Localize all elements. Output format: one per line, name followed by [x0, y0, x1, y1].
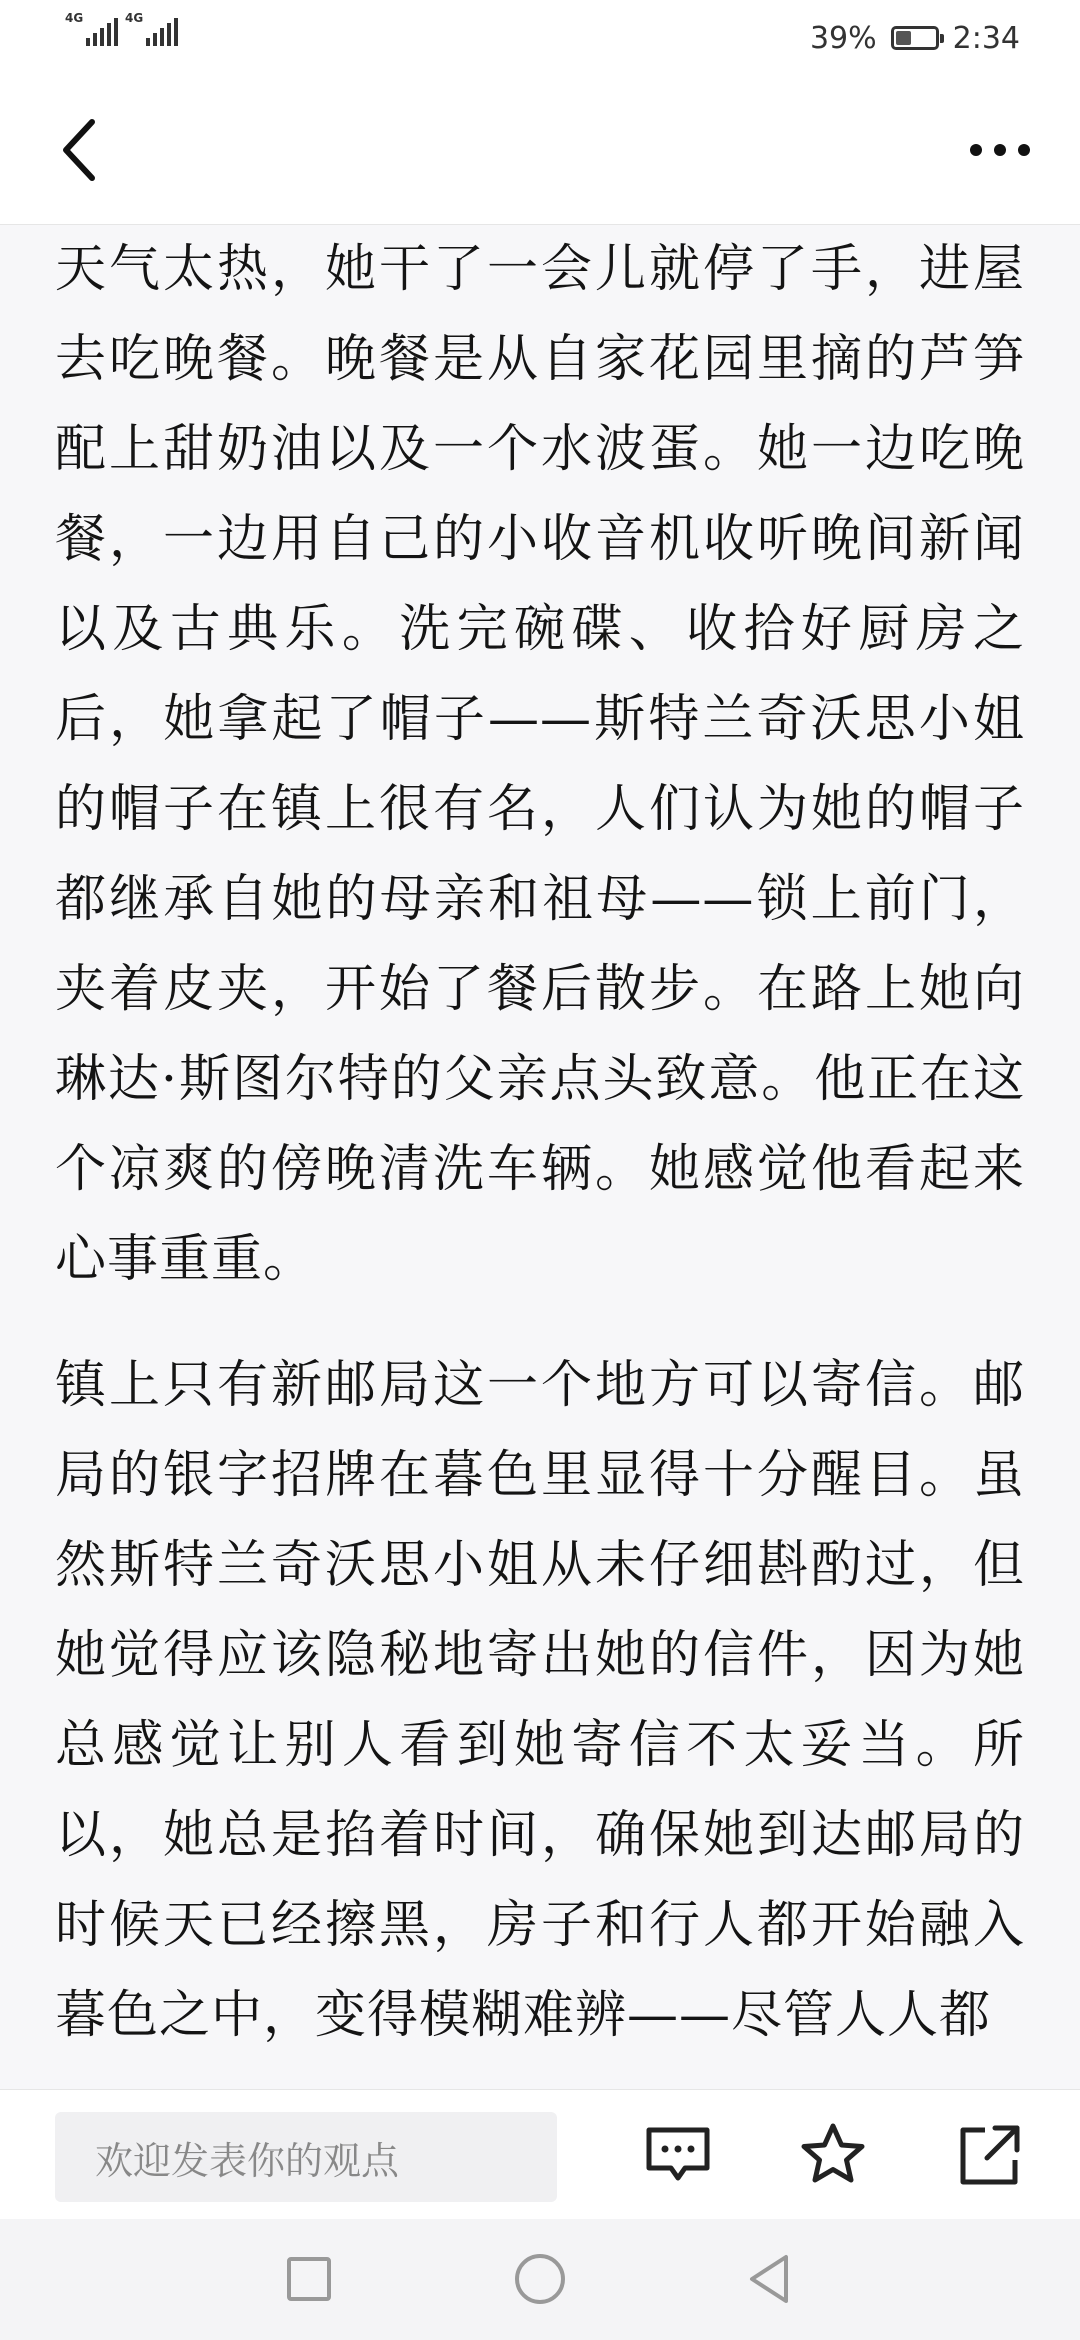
- top-app-bar: [0, 75, 1080, 225]
- battery-fill: [896, 31, 911, 45]
- more-options-button[interactable]: [960, 115, 1040, 185]
- back-button[interactable]: [50, 110, 120, 190]
- circle-icon: [508, 2247, 572, 2311]
- system-nav-bar: [0, 2219, 1080, 2340]
- share-button[interactable]: [955, 2120, 1025, 2190]
- chevron-left-icon: [50, 110, 120, 190]
- triangle-back-icon: [738, 2247, 802, 2311]
- bottom-action-bar: [0, 2089, 1080, 2219]
- comment-button[interactable]: [643, 2120, 713, 2190]
- home-button[interactable]: [508, 2247, 572, 2311]
- comment-input-placeholder: 欢迎发表你的观点: [95, 2138, 400, 2183]
- share-icon: [955, 2120, 1025, 2190]
- nav-back-button[interactable]: [738, 2247, 802, 2311]
- article-body: [0, 225, 1080, 2089]
- status-right: [810, 18, 1020, 58]
- recent-apps-button[interactable]: [277, 2247, 341, 2311]
- more-dots-icon: [960, 115, 1040, 185]
- article-paragraph: 天气太热，她干了一会儿就停了手，进屋去吃晚餐。晚餐是从自家花园里摘的芦笋配上甜奶油以及一个水波蛋。她一边吃晚餐，一边用自己的小收音机收听晚间新闻以及古典乐。洗完碗碟、收拾好厨房之后，她拿起了帽子——斯特兰奇沃思小姐的帽子在镇上很有名，人们认为她的帽子都继承自她的母亲和祖母——锁上前门，夹着皮夹，开始了餐后散步。在路上她向琳达·斯图尔特的父亲点头致意。他正在这个凉爽的傍晚清洗车辆。她感觉他看起来心事重重。: [55, 240, 1025, 1289]
- signal-1: [65, 11, 118, 46]
- network-type-2: 4G: [125, 11, 144, 25]
- signal-bars-icon: [146, 18, 178, 46]
- comment-icon: [643, 2120, 713, 2190]
- signal-2: [125, 11, 178, 46]
- square-icon: [277, 2247, 341, 2311]
- star-icon: [798, 2120, 868, 2190]
- favorite-button[interactable]: [798, 2120, 868, 2190]
- clock: 2:34: [952, 20, 1020, 56]
- article-paragraph: 镇上只有新邮局这一个地方可以寄信。邮局的银字招牌在暮色里显得十分醒目。虽然斯特兰奇沃思小姐从未仔细斟酌过，但她觉得应该隐秘地寄出她的信件，因为她总感觉让别人看到她寄信不太妥当。所以，她总是掐着时间，确保她到达邮局的时候天已经擦黑，房子和行人都开始融入暮色之中，变得模糊难辨——尽管人人都: [55, 1356, 1025, 2045]
- status-bar: [0, 0, 1080, 75]
- battery-percent: 39%: [809, 20, 877, 56]
- comment-input[interactable]: [55, 2112, 557, 2202]
- network-type-1: 4G: [65, 11, 84, 25]
- battery-icon: [891, 26, 939, 50]
- signal-bars-icon: [86, 18, 118, 46]
